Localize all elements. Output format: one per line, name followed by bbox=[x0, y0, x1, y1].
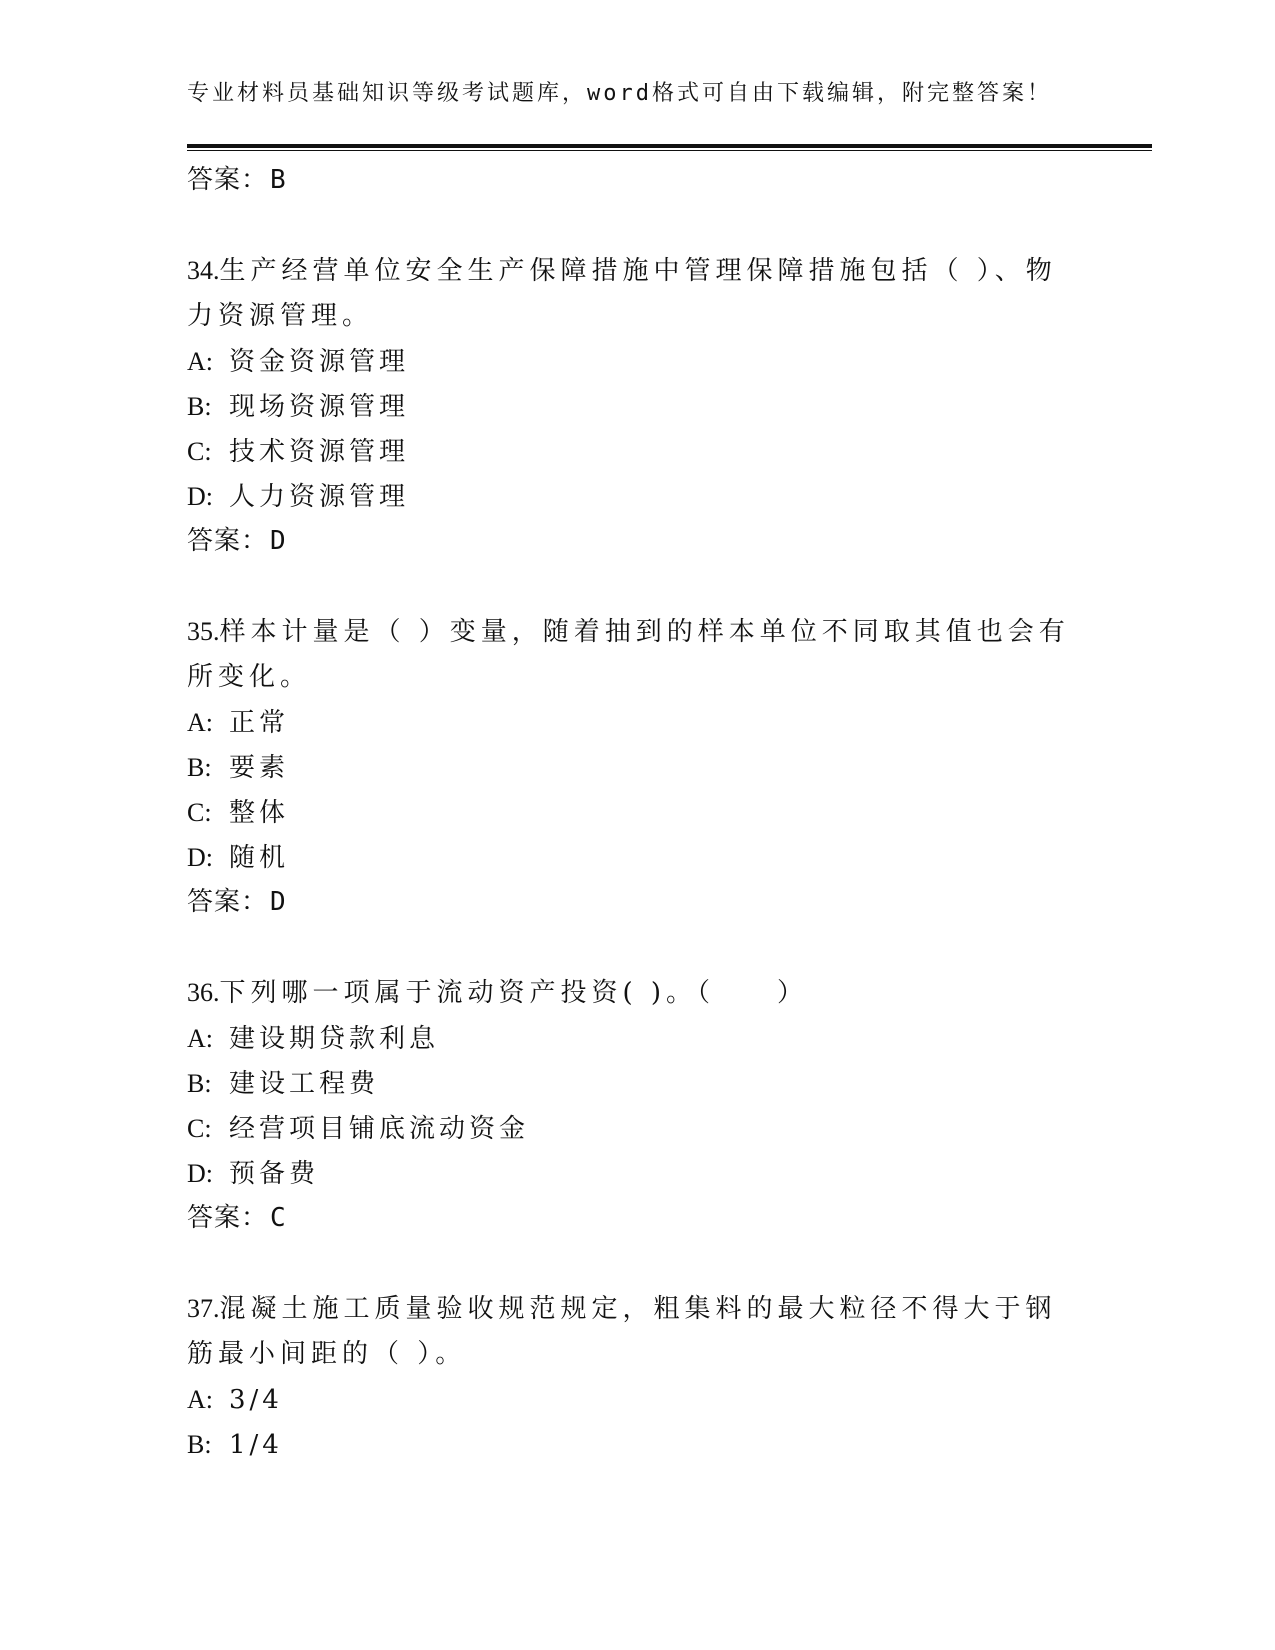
option-text: 经营项目铺底流动资金 bbox=[229, 1114, 530, 1144]
answer-label: 答案： bbox=[187, 1203, 269, 1233]
option-text: 1/4 bbox=[229, 1430, 283, 1460]
answer-value: D bbox=[270, 526, 287, 556]
option-c bbox=[187, 1106, 1087, 1151]
option-text: 3/4 bbox=[229, 1385, 283, 1415]
option-key: B: bbox=[187, 1430, 212, 1459]
option-key: A: bbox=[187, 1385, 213, 1414]
option-b bbox=[187, 384, 1087, 429]
answer-value: C bbox=[270, 1203, 287, 1233]
answer-line bbox=[187, 880, 1087, 925]
page-header: 专业材料员基础知识等级考试题库，word格式可自由下载编辑，附完整答案！ bbox=[187, 81, 1052, 106]
option-d bbox=[187, 835, 1087, 880]
question-35 bbox=[187, 609, 1087, 925]
answer-line bbox=[187, 158, 1087, 203]
question-text: 下列哪一项属于流动资产投资( )。（ ） bbox=[219, 978, 809, 1008]
question-number: 37. bbox=[187, 1294, 220, 1323]
option-text: 建设期贷款利息 bbox=[229, 1024, 440, 1054]
option-text: 资金资源管理 bbox=[229, 347, 410, 377]
option-b bbox=[187, 1422, 1087, 1467]
question-text: 生产经营单位安全生产保障措施中管理保障措施包括（ ）、物力资源管理。 bbox=[187, 256, 1057, 331]
question-stem bbox=[187, 970, 1087, 1016]
option-key: D: bbox=[187, 843, 213, 872]
question-number: 36. bbox=[187, 978, 220, 1007]
answer-label: 答案： bbox=[187, 887, 269, 917]
option-text: 人力资源管理 bbox=[229, 482, 410, 512]
option-text: 整体 bbox=[229, 798, 290, 828]
option-a bbox=[187, 1377, 1087, 1422]
answer-line bbox=[187, 1196, 1087, 1241]
option-key: C: bbox=[187, 437, 212, 466]
question-stem bbox=[187, 248, 1087, 339]
question-list bbox=[187, 158, 1087, 1467]
question-text: 样本计量是（ ）变量，随着抽到的样本单位不同取其值也会有所变化。 bbox=[187, 617, 1070, 692]
question-stem bbox=[187, 609, 1087, 700]
option-a bbox=[187, 1016, 1087, 1061]
question-stem bbox=[187, 1286, 1087, 1377]
option-c bbox=[187, 429, 1087, 474]
option-c bbox=[187, 790, 1087, 835]
option-text: 预备费 bbox=[229, 1159, 320, 1189]
option-a bbox=[187, 700, 1087, 745]
option-key: B: bbox=[187, 1069, 212, 1098]
option-text: 建设工程费 bbox=[229, 1069, 380, 1099]
question-34 bbox=[187, 248, 1087, 564]
option-key: C: bbox=[187, 1114, 212, 1143]
option-key: A: bbox=[187, 347, 213, 376]
answer-label: 答案： bbox=[187, 165, 269, 195]
option-text: 要素 bbox=[229, 753, 290, 783]
option-key: D: bbox=[187, 1159, 213, 1188]
option-text: 随机 bbox=[229, 843, 290, 873]
option-d bbox=[187, 474, 1087, 519]
option-key: A: bbox=[187, 1024, 213, 1053]
question-36 bbox=[187, 970, 1087, 1241]
option-a bbox=[187, 339, 1087, 384]
header-rule-thick bbox=[187, 144, 1152, 148]
option-text: 技术资源管理 bbox=[229, 437, 410, 467]
option-key: A: bbox=[187, 708, 213, 737]
option-key: C: bbox=[187, 798, 212, 827]
answer-value: B bbox=[270, 165, 287, 195]
question-text: 混凝土施工质量验收规范规定，粗集料的最大粒径不得大于钢筋最小间距的（ ）。 bbox=[187, 1294, 1057, 1369]
answer-value: D bbox=[270, 887, 287, 917]
option-text: 正常 bbox=[229, 708, 290, 738]
option-b bbox=[187, 1061, 1087, 1106]
answer-line bbox=[187, 519, 1087, 564]
option-key: D: bbox=[187, 482, 213, 511]
question-number: 35. bbox=[187, 617, 220, 646]
option-d bbox=[187, 1151, 1087, 1196]
option-key: B: bbox=[187, 392, 212, 421]
answer-label: 答案： bbox=[187, 526, 269, 556]
question-number: 34. bbox=[187, 256, 220, 285]
question-37 bbox=[187, 1286, 1087, 1467]
header-rule-thin bbox=[187, 150, 1152, 151]
option-b bbox=[187, 745, 1087, 790]
option-key: B: bbox=[187, 753, 212, 782]
option-text: 现场资源管理 bbox=[229, 392, 410, 422]
